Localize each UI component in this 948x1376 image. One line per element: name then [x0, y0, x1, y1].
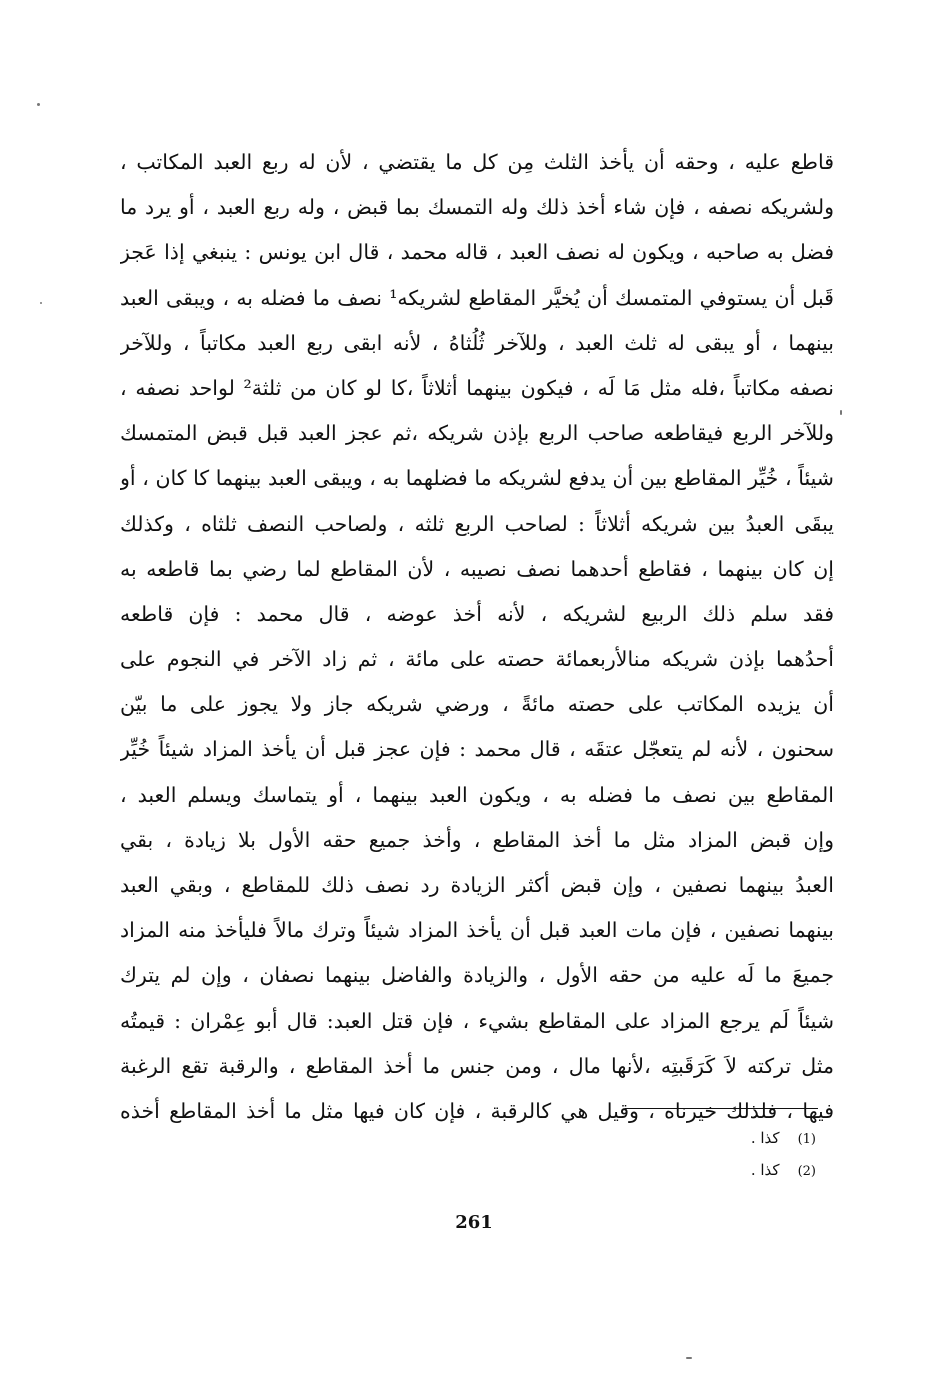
- page-number: 261: [455, 1212, 493, 1233]
- text-line: شيئاً ، خُيِّر المقاطع بين أن يدفع لشريكه ما فضلهما به ، ويبقى العبد بينهما كا كان ، أو: [120, 466, 834, 491]
- text-line: المقاطع بين نصف ما فضله به ، ويكون العبد بينهما ، أو يتماسك ويسلم العبد ،: [120, 782, 834, 807]
- footnote: [600, 1154, 816, 1186]
- text-line: بينهما نصفين ، فإن مات العبد قبل أن يأخذ المزاد شيئاً وترك مالاً فليأخذ منه المزاد: [120, 918, 834, 943]
- footnote-separator: [625, 1108, 818, 1109]
- text-line: فقد سلم ذلك الربيع لشريكه ، لأنه أخذ عوضه ، قال محمد : فإن قاطعه: [120, 601, 834, 626]
- text-line: قاطع عليه ، وحقه أن يأخذ الثلث مِن كل ما يقتضي ، لأن له ربع العبد المكاتب ،: [120, 150, 834, 174]
- footnote: [600, 1122, 816, 1154]
- text-line: جميعَ ما لَه عليه من حقه الأول ، والزيادة والفاضل بينهما نصفان ، وإن لم يترك: [120, 963, 834, 988]
- text-line: وإن قبض المزاد مثل ما أخذ المقاطع ، وأخذ جميع حقه الأول بلا زيادة ، بقي: [120, 827, 834, 852]
- text-line: بينهما ، أو يبقى له ثلث العبد ، وللآخر ثُلُثاهُ ، لأنه ابقى ربع العبد مكاتباً ، وللآخر: [120, 330, 834, 355]
- scan-speck: [40, 302, 42, 304]
- footnotes: [600, 1122, 816, 1186]
- text-line: يبقَى العبدُ بين شريكه أثلاثاً : لصاحب الربع ثلثه ، ولصاحب النصف ثلثاه ، وكذلك: [120, 511, 834, 536]
- text-line: أن يزيده المكاتب على حصته مائةً ، ورضي شريكه جاز ولا يجوز على ما بيّن: [120, 692, 834, 717]
- text-line: نصفه مكاتباً ،فله مثل مَا لَه ، فيكون بينهما أثلاثاً ،كا لو كان من ثلثة² لواحد نصفه ،: [120, 375, 834, 400]
- footnote-number: (1): [797, 1132, 816, 1147]
- text-line: فيها ، فلذلك خيرناه ، وقيل هي كالرقبة ، فإن كان فيها مثل ما أخذ المقاطع أخذه: [120, 1098, 834, 1123]
- text-line: مثل تركته لاَ كَرَقَبتِه ،لأنها مال ، ومن جنس ما أخذ المقاطع ، والرقبة تقع الرغبة: [120, 1053, 834, 1078]
- body-text: [120, 140, 834, 1134]
- scan-speck: [686, 1357, 692, 1359]
- text-line: وللآخر الربع فيقاطعه صاحب الربع بإذن شريكه ،ثم عجز العبد قبل قبض المتمسك: [120, 421, 834, 446]
- footnote-text: كذا .: [750, 1129, 780, 1147]
- footnote-number: (2): [797, 1164, 816, 1179]
- text-line: إن كان بينهما ، فقاطع أحدهما نصف نصيبه ، لأن المقاطع لما رضي بما قاطعه به: [120, 556, 834, 581]
- text-line: شيئاً لَم يرجع المزاد على المقاطع بشيء ، فإن قتل العبد: قال أبو عِمْران : قيمتُه: [120, 1008, 834, 1033]
- text-line: ولشريكه نصفه ، فإن شاء أخذ ذلك وله التمسك بما قبض ، وله ربع العبد ، أو يرد ما: [120, 195, 834, 220]
- text-line: فضل به صاحبه ، ويكون له نصف العبد ، قاله محمد ، قال ابن يونس : ينبغي إذا عَجز: [120, 240, 834, 265]
- scan-speck: [840, 410, 842, 415]
- text-line: قَبل أن يستوفي المتمسك أن يُخيَّر المقاطع لشريكه¹ نصف ما فضله به ، ويبقى العبد: [120, 285, 834, 310]
- text-line: سحنون ، لأنه لم يتعجّل عتقَه ، قال محمد : فإن عجز قبل أن يأخذ المزاد شيئاً خُيِّر: [120, 737, 834, 762]
- text-line: العبدُ بينهما نصفين ، وإن قبض أكثر الزيادة رد نصف ذلك للمقاطع ، وبقي العبد: [120, 873, 834, 897]
- footnote-text: كذا .: [750, 1161, 780, 1179]
- text-line: أحدُهما بإذن شريكه منالأربعمائة حصته على مائة ، ثم زاد الآخر في النجوم على: [120, 647, 834, 672]
- scan-speck: [37, 103, 40, 106]
